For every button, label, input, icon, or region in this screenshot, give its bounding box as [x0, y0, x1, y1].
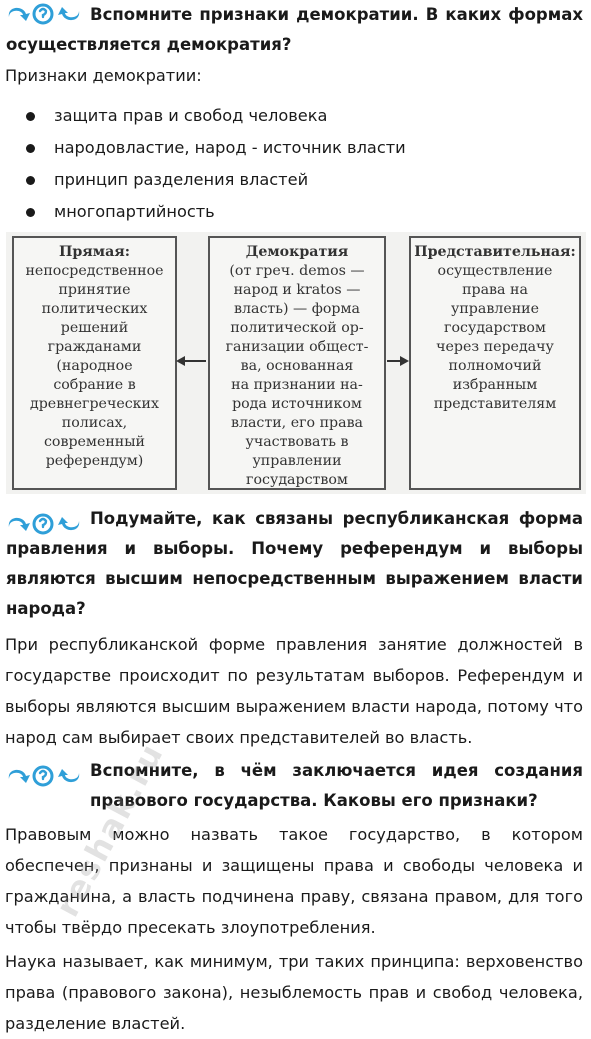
answer-3-paragraph-1: Правовым можно назвать такое государство, в котором обеспечен, признаны и защищены права и свободы человека и гражданина, а власть подчинена праву, связана правом, для того чтобы твёрдо пресекать злоупотребления. [5, 825, 583, 937]
question-2 [6, 504, 583, 624]
watermark: reshak.ru [48, 736, 172, 923]
list-item: принцип разделения властей [24, 164, 406, 196]
box-line: на признании на- [231, 377, 363, 393]
box-line: народ и kratos — [233, 282, 361, 298]
democracy-forms-diagram [6, 232, 586, 494]
think-icon [6, 765, 82, 787]
list-item: многопартийность [24, 196, 406, 228]
list-item: народовластие, народ - источник власти [24, 132, 406, 164]
box-line: права на [462, 282, 528, 298]
box-line: непосредственное [25, 263, 164, 279]
box-line: участвовать в [245, 434, 349, 450]
question-2-text: Подумайте, как связаны республиканская форма правления и выборы. Почему референдум и выборы являются высшим непосредственным выражением власти народа? [6, 509, 583, 618]
box-line: политической ор- [230, 320, 364, 336]
box-line: власть) — форма [234, 301, 360, 317]
box-line: (народное [56, 358, 133, 374]
arrow-left-icon [178, 360, 206, 362]
answer-3-paragraph-2: Наука называет, как минимум, три таких принципа: верховенство права (правового закона), незыблемость прав и свобод человека, разделение властей. [5, 952, 583, 1033]
think-icon [6, 513, 82, 535]
box-line: принятие [58, 282, 131, 298]
question-1-text: Вспомните признаки демократии. В каких формах осуществляется демократия? [6, 5, 583, 54]
box-line: собрание в [53, 377, 136, 393]
box-line: через передачу [436, 339, 554, 355]
box-line: (от греч. demos — [229, 263, 365, 279]
box-line: политических [41, 301, 148, 317]
box-line: рода источником [232, 396, 362, 412]
box-line: управлении [252, 453, 342, 469]
question-3 [6, 756, 583, 816]
box-title: Прямая: [58, 244, 131, 260]
question-1 [6, 0, 583, 60]
democracy-definition-box [208, 236, 386, 490]
arrow-right-icon [387, 360, 407, 362]
box-line: референдум) [45, 453, 144, 469]
box-line: избранным [452, 377, 538, 393]
think-icon [6, 3, 82, 25]
box-line: решений [60, 320, 129, 336]
box-title: Демократия [245, 244, 349, 260]
box-line: современный [43, 434, 146, 450]
box-title: Представительная: [414, 244, 576, 260]
box-line: полномочий [448, 358, 542, 374]
box-line: власти, его права [230, 415, 364, 431]
box-line: ганизации общест- [225, 339, 369, 355]
representative-democracy-box [409, 236, 581, 490]
box-line: государством [246, 472, 348, 488]
box-line: государством [444, 320, 546, 336]
democracy-signs-intro: Признаки демократии: [5, 66, 202, 85]
list-item: защита прав и свобод человека [24, 100, 406, 132]
question-3-text: Вспомните, в чём заключается идея создания правового государства. Каковы его признаки? [90, 761, 583, 810]
democracy-signs-list [24, 100, 406, 228]
box-line: гражданами [47, 339, 142, 355]
box-line: управление [450, 301, 540, 317]
answer-2: При республиканской форме правления занятие должностей в государстве происходит по результатам выборов. Референдум и выборы являются высшим выражением власти народа, потому что народ сам выбирает своих представителей во власть. [5, 635, 583, 747]
direct-democracy-box [12, 236, 177, 490]
box-line: ва, основанная [240, 358, 354, 374]
box-line: полисах, [61, 415, 128, 431]
box-line: представителям [433, 396, 557, 412]
box-line: древнегреческих [29, 396, 159, 412]
box-line: осуществление [437, 263, 553, 279]
